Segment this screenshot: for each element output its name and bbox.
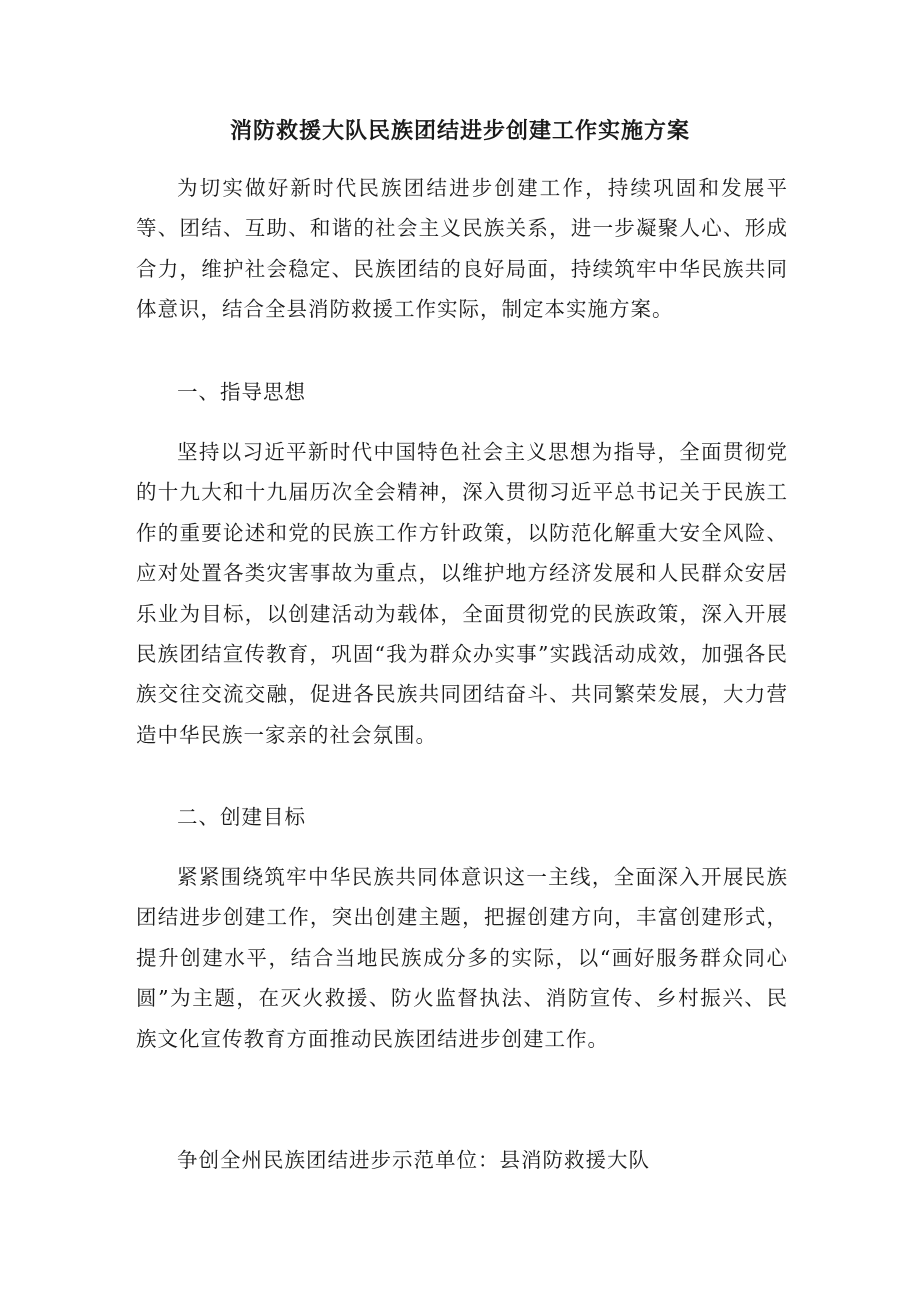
goal-line-paragraph: 争创全州民族团结进步示范单位：县消防救援大队 (177, 1148, 650, 1172)
section-heading-creation-goals: 二、创建目标 (177, 805, 306, 829)
document-title: 消防救援大队民族团结进步创建工作实施方案 (229, 119, 690, 144)
section-body-creation-goals: 紧紧围绕筑牢中华民族共同体意识这一主线，全面深入开展民族团结进步创建工作，突出创建主题，把握创建方向，丰富创建形式，提升创建水平，结合当地民族成分多的实际，以“画好服务群众同心圆”为主题，在灭火救援、防火监督执法、消防宣传、乡村振兴、民族文化宣传教育方面推动民族团结进步创建工作。 (136, 865, 788, 1051)
intro-paragraph: 为切实做好新时代民族团结进步创建工作，持续巩固和发展平等、团结、互助、和谐的社会主义民族关系，进一步凝聚人心、形成合力，维护社会稳定、民族团结的良好局面，持续筑牢中华民族共同体意识，结合全县消防救援工作实际，制定本实施方案。 (136, 176, 788, 322)
section-body-guiding-ideology: 坚持以习近平新时代中国特色社会主义思想为指导，全面贯彻党的十九大和十九届历次全会精神，深入贯彻习近平总书记关于民族工作的重要论述和党的民族工作方针政策，以防范化解重大安全风险、应对处置各类灾害事故为重点，以维护地方经济发展和人民群众安居乐业为目标，以创建活动为载体，全面贯彻党的民族政策，深入开展民族团结宣传教育，巩固“我为群众办实事”实践活动成效，加强各民族交往交流交融，促进各民族共同团结奋斗、共同繁荣发展，大力营造中华民族一家亲的社会氛围。 (136, 440, 788, 747)
section-heading-guiding-ideology: 一、指导思想 (177, 380, 306, 404)
